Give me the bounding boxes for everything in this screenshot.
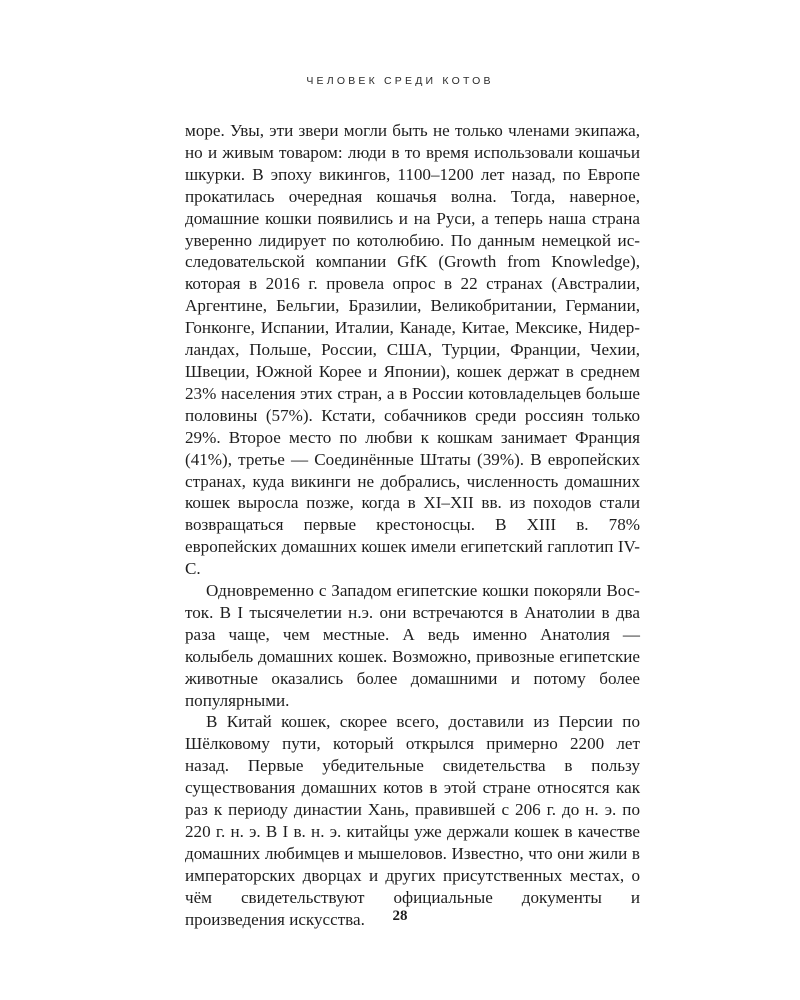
body-text	[185, 120, 640, 931]
page-number: 28	[392, 908, 408, 924]
running-head: ЧЕЛОВЕК СРЕДИ КОТОВ	[306, 75, 494, 87]
paragraph-1: море. Увы, эти звери могли быть не только членами экипажа, но и живым товаром: люди в то время использовали кошачьи шкурки. В эпоху викингов, 1100–1200 лет назад, по Европе прокатилась очередная кошачья волна. Тогда, наверное, домашние кошки появились и на Руси, а теперь наша страна уверенно лидирует по котолюбию. По данным немецкой исследовательской компании GfK (Growth from Knowledge), которая в 2016 г. провела опрос в 22 странах (Австралии, Аргентине, Бельгии, Бразилии, Великобритании, Германии, Гонконге, Испании, Италии, Канаде, Китае, Мексике, Нидерландах, Польше, России, США, Турции, Франции, Чехии, Швеции, Южной Корее и Японии), кошек держат в среднем 23% населения этих стран, а в России котовладельцев больше половины (57%). Кстати, собачников среди россиян только 29%. Второе место по любви к кошкам занимает Франция (41%), третье — Соединённые Штаты (39%). В европейских странах, куда викинги не добрались, численность домашних кошек выросла позже, когда в XI–XII вв. из походов стали возвращаться первые крестоносцы. В XIII в. 78% европейских домашних кошек имели египетский гаплотип IV-C.	[185, 121, 640, 579]
paragraph-3: В Китай кошек, скорее всего, доставили из Персии по Шёлковому пути, который открылся примерно 2200 лет назад. Первые убедительные свидетельства в пользу существования домашних котов в этой стране относятся как раз к периоду династии Хань, правившей с 206 г. до н. э. по 220 г. н. э. В I в. н. э. китайцы уже держали кошек в качестве домашних любимцев и мышеловов. Известно, что они жили в императорских дворцах и других присутственных местах, о чём свидетельствуют официальные документы и произведения искусства.	[185, 712, 640, 929]
paragraph-2: Одновременно с Западом египетские кошки покоряли Восток. В I тысячелетии н.э. они встречаются в Анатолии в два раза чаще, чем местные. А ведь именно Анатолия — колыбель домашних кошек. Возможно, привозные египетские животные оказались более домашними и потому более популярными.	[185, 581, 640, 710]
